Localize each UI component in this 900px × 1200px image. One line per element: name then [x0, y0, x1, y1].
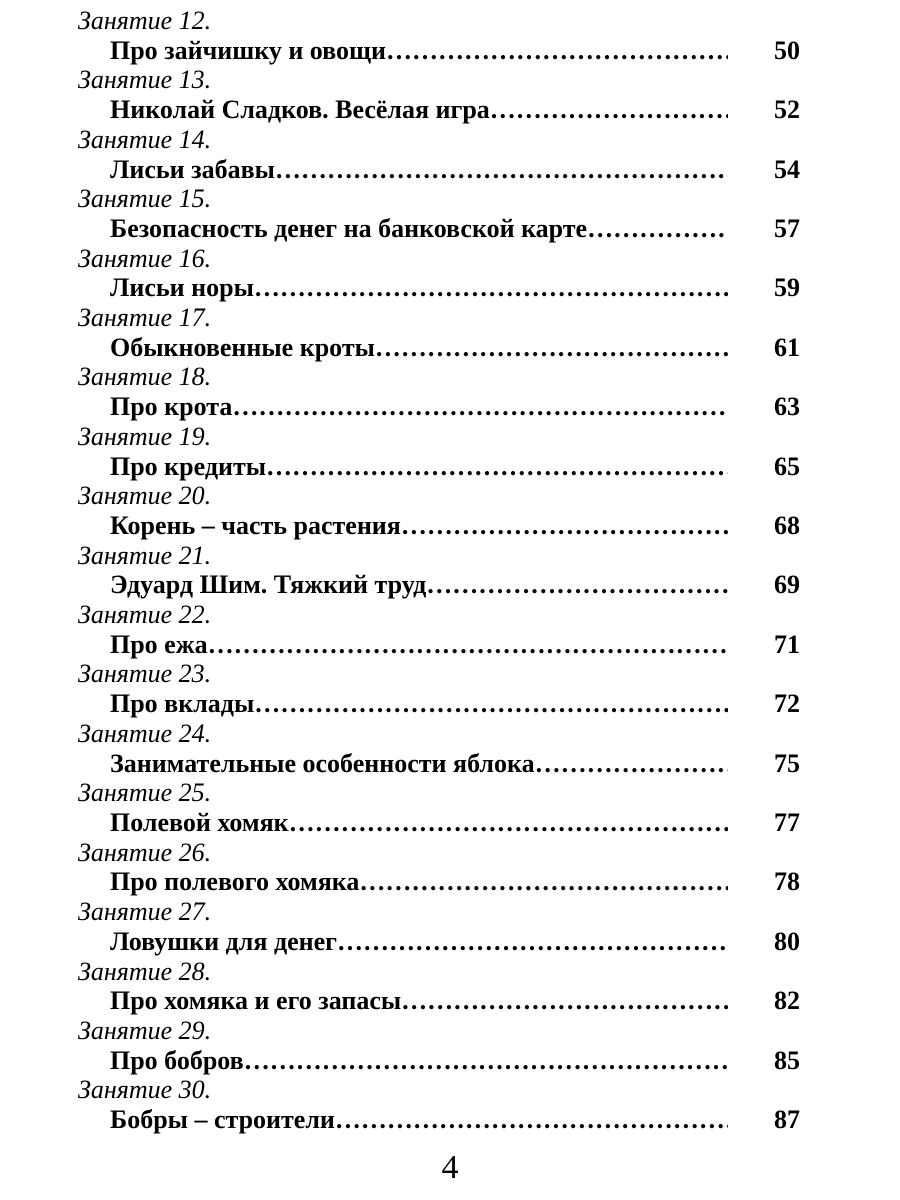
toc-title: Николай Сладков. Весёлая игра [110, 95, 490, 125]
toc-session-label: Занятие 16. [78, 243, 212, 273]
toc-title-row [78, 808, 800, 838]
toc-page-number: 72 [774, 689, 800, 719]
toc-page-number: 80 [774, 926, 800, 956]
dot-leader [426, 570, 728, 600]
toc-session-label: Занятие 30. [78, 1075, 212, 1105]
toc-entry [78, 778, 800, 837]
toc-title-row [78, 1105, 800, 1135]
toc-entry [78, 6, 800, 65]
dot-leader [386, 36, 728, 66]
toc-title: Эдуард Шим. Тяжкий труд [110, 570, 427, 600]
toc-entry [78, 659, 800, 718]
toc-session-label: Занятие 27. [78, 897, 212, 927]
toc-title: Про крота [110, 392, 233, 422]
toc-title-row [78, 155, 800, 185]
toc-entry [78, 422, 800, 481]
toc-title: Бобры – строители [110, 1105, 335, 1135]
dot-leader [359, 867, 728, 897]
toc-title: Про бобров [110, 1045, 244, 1075]
toc-title-row [78, 1046, 800, 1076]
dot-leader [254, 689, 728, 719]
toc-title: Обыкновенные кроты [110, 332, 375, 362]
toc-title: Про хомяка и его запасы [110, 986, 402, 1016]
dot-leader [254, 273, 728, 303]
toc-session-label: Занятие 28. [78, 956, 212, 986]
toc-title-row [78, 927, 800, 957]
toc-entry [78, 362, 800, 421]
toc-entry [78, 719, 800, 778]
toc-entry [78, 600, 800, 659]
toc-title: Полевой хомяк [110, 807, 289, 837]
toc-session-label: Занятие 12. [78, 6, 212, 35]
toc-page-number: 82 [774, 986, 800, 1016]
toc-title-row [78, 36, 800, 66]
toc-title-row [78, 511, 800, 541]
toc-page-number: 77 [774, 807, 800, 837]
toc-session-label: Занятие 15. [78, 184, 212, 214]
toc-title-row [78, 867, 800, 897]
dot-leader [587, 214, 728, 244]
toc-title-row [78, 392, 800, 422]
dot-leader [208, 630, 728, 660]
dot-leader [535, 749, 728, 779]
toc-page-number: 71 [774, 629, 800, 659]
toc-page-number: 65 [774, 451, 800, 481]
toc-session-label: Занятие 22. [78, 600, 212, 630]
dot-leader [232, 392, 728, 422]
toc-session-label: Занятие 21. [78, 540, 212, 570]
dot-leader [375, 333, 728, 363]
dot-leader [401, 511, 728, 541]
toc-title: Корень – часть растения [110, 510, 401, 540]
dot-leader [266, 452, 728, 482]
toc-entry [78, 303, 800, 362]
toc-session-label: Занятие 19. [78, 421, 212, 451]
toc-session-label: Занятие 17. [78, 303, 212, 333]
toc-title: Занимательные особенности яблока [110, 748, 535, 778]
dot-leader [401, 986, 728, 1016]
toc-title-row [78, 452, 800, 482]
toc-title-row [78, 95, 800, 125]
toc-entry [78, 481, 800, 540]
toc-page-number: 63 [774, 392, 800, 422]
page-footer [0, 1148, 900, 1188]
toc-title: Ловушки для денег [110, 926, 337, 956]
toc-session-label: Занятие 24. [78, 718, 212, 748]
toc-entry [78, 1016, 800, 1075]
dot-leader [490, 95, 728, 125]
toc-title-row [78, 986, 800, 1016]
toc-title-row [78, 630, 800, 660]
toc-page-number: 52 [774, 95, 800, 125]
toc-list [78, 6, 800, 1135]
dot-leader [244, 1046, 728, 1076]
dot-leader [275, 155, 728, 185]
toc-entry [78, 838, 800, 897]
page-number-footer: 4 [441, 1149, 459, 1186]
toc-page-number: 59 [774, 273, 800, 303]
toc-title-row [78, 214, 800, 244]
toc-title: Про ежа [110, 629, 208, 659]
toc-title: Про кредиты [110, 451, 267, 481]
toc-title-row [78, 749, 800, 779]
toc-page-number: 69 [774, 570, 800, 600]
toc-entry [78, 957, 800, 1016]
toc-session-label: Занятие 25. [78, 778, 212, 808]
toc-entry [78, 1075, 800, 1134]
toc-page-number: 54 [774, 154, 800, 184]
toc-page-number: 75 [774, 748, 800, 778]
dot-leader [289, 808, 728, 838]
toc-session-label: Занятие 18. [78, 362, 212, 392]
toc-title: Про зайчишку и овощи [110, 35, 386, 65]
toc-entry [78, 897, 800, 956]
dot-leader [337, 927, 728, 957]
toc-page-number: 85 [774, 1045, 800, 1075]
toc-entry [78, 125, 800, 184]
toc-title: Безопасность денег на банковской карте [110, 213, 588, 243]
toc-title: Лисьи забавы [110, 154, 275, 184]
toc-page-number: 78 [774, 867, 800, 897]
toc-page-number: 68 [774, 510, 800, 540]
toc-title: Про полевого хомяка [110, 867, 360, 897]
toc-session-label: Занятие 23. [78, 659, 212, 689]
toc-title-row [78, 273, 800, 303]
toc-title: Лисьи норы [110, 273, 254, 303]
toc-session-label: Занятие 20. [78, 481, 212, 511]
toc-session-label: Занятие 13. [78, 65, 212, 95]
toc-page-number: 87 [774, 1105, 800, 1135]
dot-leader [335, 1105, 728, 1135]
toc-title-row [78, 333, 800, 363]
toc-session-label: Занятие 29. [78, 1015, 212, 1045]
toc-entry [78, 541, 800, 600]
toc-title-row [78, 570, 800, 600]
toc-session-label: Занятие 26. [78, 837, 212, 867]
toc-entry [78, 65, 800, 124]
toc-page-number: 50 [774, 35, 800, 65]
toc-page-number: 57 [774, 213, 800, 243]
toc-session-label: Занятие 14. [78, 124, 212, 154]
toc-entry [78, 184, 800, 243]
toc-title-row [78, 689, 800, 719]
toc-title: Про вклады [110, 689, 255, 719]
toc-page-number: 61 [774, 332, 800, 362]
toc-entry [78, 244, 800, 303]
